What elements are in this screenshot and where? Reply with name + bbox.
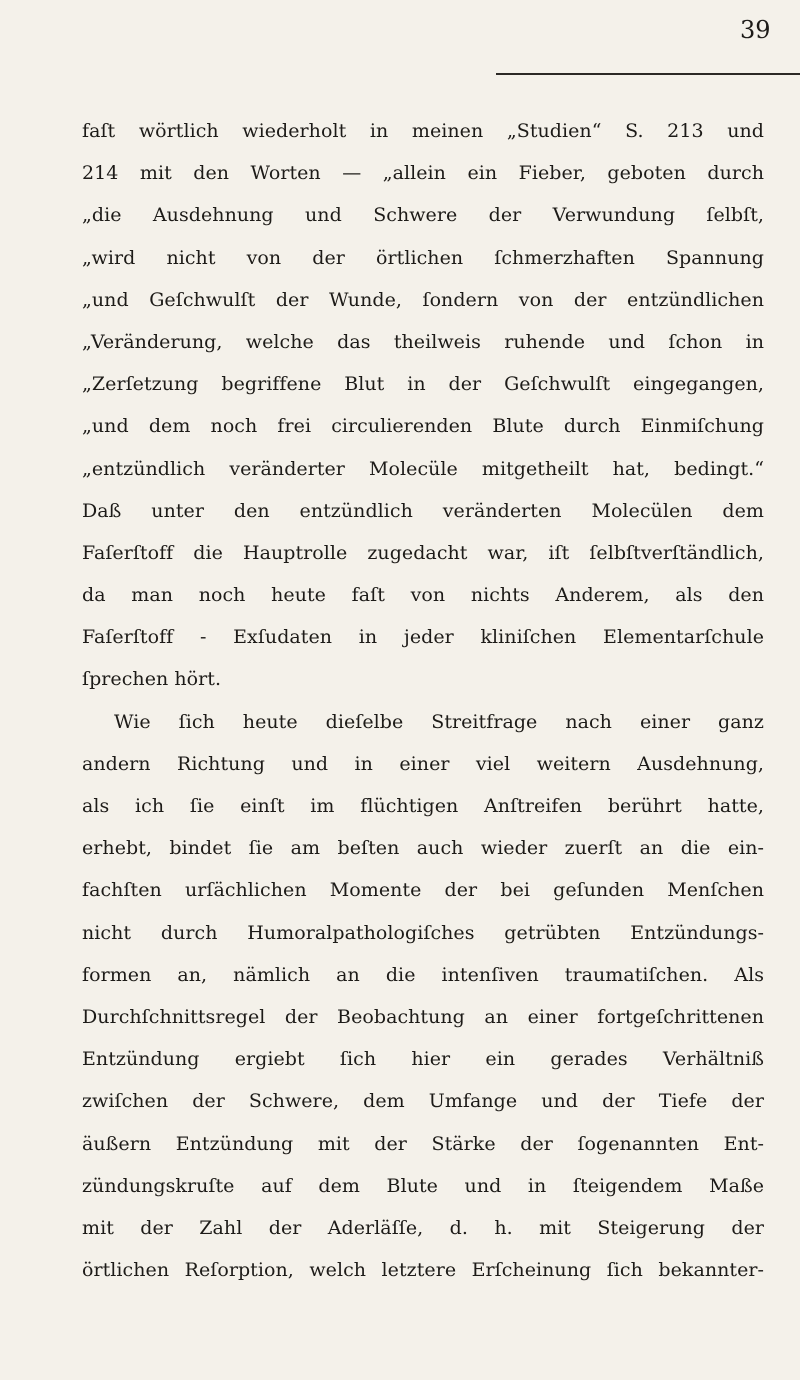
text-line-17: als ich ſie einſt im flüchtigen Anſtreifen berührt hatte, [82,795,764,817]
text-line-23: Entzündung ergiebt ſich hier ein gerades Verhältniß [82,1048,764,1071]
text-line-20: nicht durch Humoralpathologiſches getrübten Entzündungs- [82,921,764,944]
text-line-18: erhebt, bindet ſie am beſten auch wieder zuerſt an die ein- [82,837,764,860]
body-text [82,110,764,1291]
text-line-22: Durchſchnittsregel der Beobachtung an einer fortgeſchrittenen [82,1005,764,1028]
text-line-9: „entzündlich veränderter Molecüle mitgetheilt hat, bedingt.“ [82,457,764,480]
text-line-16: andern Richtung und in einer viel weitern Ausdehnung, [82,752,764,775]
text-line-7: „Zerſetzung begriffene Blut in der Geſchwulſt eingegangen, [82,373,764,396]
page-header [0,0,800,90]
text-line-5: „und Geſchwulſt der Wunde, ſondern von der entzündlichen [82,288,764,311]
text-line-28: örtlichen Reſorption, welch letztere Erſcheinung ſich bekannter- [82,1259,764,1282]
page-number: 39 [740,16,771,44]
text-line-6: „Veränderung, welche das theilweis ruhende und ſchon in [82,330,764,353]
text-line-19: fachſten urſächlichen Momente der bei geſunden Menſchen [82,879,764,902]
text-line-24: zwiſchen der Schwere, dem Umfange und der Tiefe der [82,1090,764,1113]
text-line-4: „wird nicht von der örtlichen ſchmerzhaften Spannung [82,246,764,269]
text-line-12: da man noch heute faſt von nichts Anderem, als den [82,584,764,607]
text-line-13: Faſerſtoff - Exſudaten in jeder kliniſchen Elementarſchule [82,626,764,649]
text-line-10: Daß unter den entzündlich veränderten Molecülen dem [82,499,764,522]
text-line-15: Wie ſich heute dieſelbe Streitfrage nach einer ganz [114,710,764,733]
text-line-14: ſprechen hört. [82,668,222,691]
text-line-27: mit der Zahl der Aderläſſe, d. h. mit Steigerung der [82,1216,764,1239]
text-line-26: zündungskruſte auf dem Blute und in ſteigendem Maße [82,1174,764,1197]
text-line-8: „und dem noch frei circulierenden Blute durch Einmiſchung [82,415,764,438]
text-line-1: faſt wörtlich wiederholt in meinen „Studien“ S. 213 und [82,120,764,142]
text-line-25: äußern Entzündung mit der Stärke der ſogenannten Ent- [82,1132,764,1155]
text-line-2: 214 mit den Worten — „allein ein Fieber, geboten durch [82,162,764,185]
text-line-3: „die Ausdehnung und Schwere der Verwundung ſelbſt, [82,204,764,227]
header-rule [496,73,800,75]
text-line-11: Faſerſtoff die Hauptrolle zugedacht war, iſt ſelbſtverſtändlich, [82,541,764,564]
text-line-21: formen an, nämlich an die intenſiven traumatiſchen. Als [82,963,764,986]
